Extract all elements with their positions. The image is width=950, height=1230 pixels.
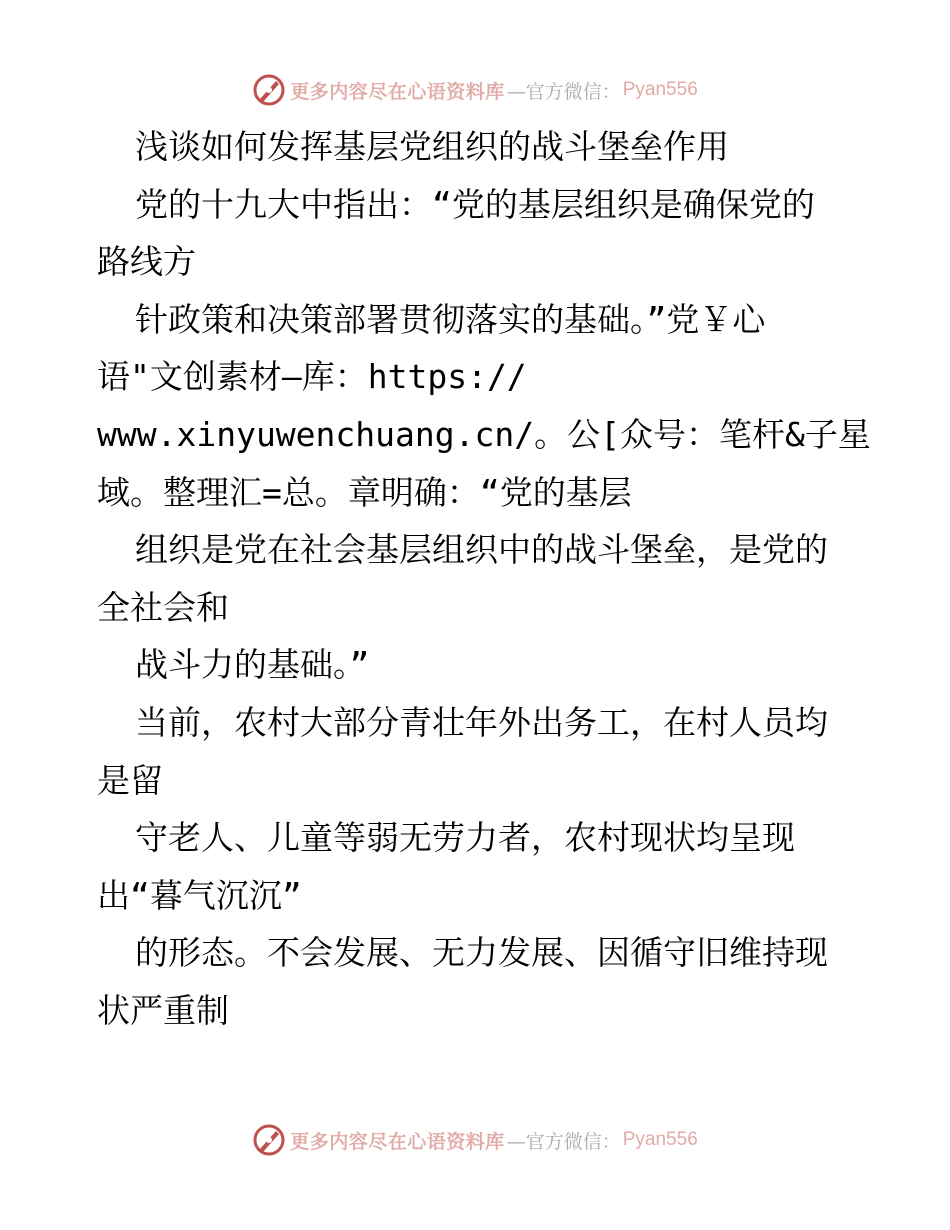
document-body [97, 118, 897, 1040]
pen-logo-icon [252, 73, 286, 107]
paragraph-line: 全社会和 [97, 587, 229, 627]
paragraph-line: 域。整理汇=总。章明确：“党的基层 [97, 472, 632, 512]
paragraph-line: 党的十九大中指出：“党的基层组织是确保党的 [135, 184, 815, 224]
paragraph-line: www.xinyuwenchuang.cn/。公[众号：笔杆&子星 [97, 414, 871, 454]
paragraph-line: 的形态。不会发展、无力发展、因循守旧维持现 [135, 933, 828, 973]
banner-subtitle: —官方微信： [506, 80, 621, 103]
banner-wechat-id: Pyan556 [622, 79, 698, 100]
pen-logo-icon [252, 1123, 286, 1157]
paragraph-line: 状严重制 [97, 990, 229, 1030]
header-banner [0, 70, 950, 110]
paragraph-line: 针政策和决策部署贯彻落实的基础。”党￥心 [135, 299, 766, 339]
paragraph-line: 出“暮气沉沉” [97, 875, 302, 915]
paragraph-line: 语"文创素材—库：https:// [97, 357, 527, 397]
banner-subtitle: —官方微信： [506, 1130, 621, 1153]
paragraph-line: 组织是党在社会基层组织中的战斗堡垒，是党的 [135, 530, 828, 570]
banner-wechat-id: Pyan556 [622, 1129, 698, 1150]
paragraph-line: 当前，农村大部分青壮年外出务工，在村人员均 [135, 702, 828, 742]
paragraph-line: 是留 [97, 760, 163, 800]
paragraph-line: 战斗力的基础。” [135, 645, 370, 685]
paragraph-line: 守老人、儿童等弱无劳力者，农村现状均呈现 [135, 818, 795, 858]
document-title: 浅谈如何发挥基层党组织的战斗堡垒作用 [135, 127, 729, 166]
banner-title: 更多内容尽在心语资料库 [290, 1130, 505, 1153]
banner-title: 更多内容尽在心语资料库 [290, 80, 505, 103]
footer-banner [0, 1120, 950, 1160]
paragraph-line: 路线方 [97, 242, 196, 282]
